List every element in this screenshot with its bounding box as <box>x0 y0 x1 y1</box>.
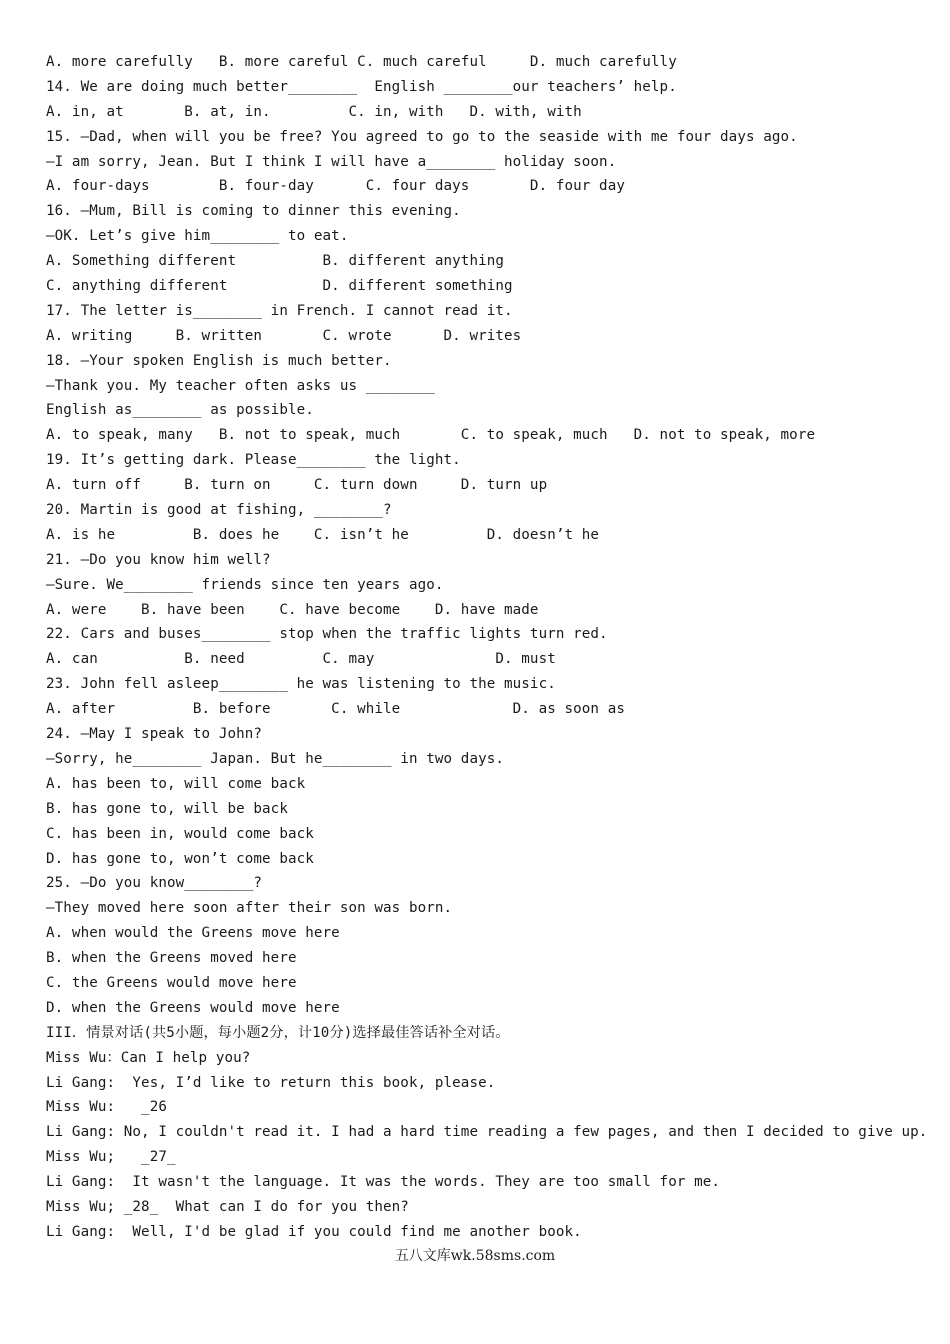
document-body <box>46 50 936 1245</box>
document-line: English as________ as possible. <box>46 402 314 419</box>
document-line: 18. —Your spoken English is much better. <box>46 352 392 369</box>
document-line: A. when would the Greens move here <box>46 925 340 942</box>
document-line: C. the Greens would move here <box>46 974 297 991</box>
document-line: A. were B. have been C. have become D. have made <box>46 601 539 618</box>
document-line: A. is he B. does he C. isn’t he D. doesn’t he <box>46 526 600 543</box>
document-line: D. when the Greens would move here <box>46 999 340 1016</box>
document-line: A. four-days B. four-day C. four days D. four day <box>46 178 625 195</box>
document-line: Miss Wu; _28_ What can I do for you then? <box>46 1198 409 1215</box>
document-line: D. has gone to, won’t come back <box>46 850 314 867</box>
document-line: Miss Wu: _26 <box>46 1099 167 1116</box>
document-line: A. turn off B. turn on C. turn down D. turn up <box>46 477 548 494</box>
footer-watermark: 五八文库wk.58sms.com <box>394 1248 556 1264</box>
document-line: A. writing B. written C. wrote D. writes <box>46 327 522 344</box>
document-line: A. in, at B. at, in. C. in, with D. with, with <box>46 103 582 120</box>
document-line: 14. We are doing much better________ English ________our teachers’ help. <box>46 78 677 95</box>
document-line: A. Something different B. different anything <box>46 253 505 270</box>
document-line: 16. —Mum, Bill is coming to dinner this evening. <box>46 203 461 220</box>
document-line: B. when the Greens moved here <box>46 950 297 967</box>
document-line: 20. Martin is good at fishing, ________? <box>46 502 392 519</box>
document-line: —Sure. We________ friends since ten years ago. <box>46 576 444 593</box>
document-line: C. has been in, would come back <box>46 825 314 842</box>
document-line: Miss Wu：Can I help you? <box>46 1049 251 1066</box>
document-line: III．情景对话(共5小题，每小题2分，计10分)选择最佳答话补全对话。 <box>46 1024 510 1041</box>
document-line: 23. John fell asleep________ he was listening to the music. <box>46 676 556 693</box>
document-line: 21. —Do you know him well? <box>46 551 271 568</box>
document-line: Li Gang: Yes, I’d like to return this book, please. <box>46 1074 496 1091</box>
document-line: A. can B. need C. may D. must <box>46 651 556 668</box>
document-line: Miss Wu; _27_ <box>46 1149 176 1166</box>
document-line: —I am sorry, Jean. But I think I will have a________ holiday soon. <box>46 153 617 170</box>
document-line: Li Gang: No, I couldn't read it. I had a hard time reading a few pages, and then I decided to give up. <box>46 1124 928 1141</box>
document-line: A. after B. before C. while D. as soon as <box>46 701 625 718</box>
document-line: 19. It’s getting dark. Please________ the light. <box>46 452 461 469</box>
document-line: 22. Cars and buses________ stop when the traffic lights turn red. <box>46 626 608 643</box>
document-line: 15. —Dad, when will you be free? You agreed to go to the seaside with me four days ago. <box>46 128 798 145</box>
document-line: A. to speak, many B. not to speak, much C. to speak, much D. not to speak, more <box>46 427 816 444</box>
document-line: A. more carefully B. more careful C. much careful D. much carefully <box>46 54 677 70</box>
document-line: B. has gone to, will be back <box>46 800 288 817</box>
document-line: C. anything different D. different something <box>46 278 513 295</box>
document-line: —OK. Let’s give him________ to eat. <box>46 228 349 245</box>
document-line: —They moved here soon after their son was born. <box>46 900 453 917</box>
document-line: 17. The letter is________ in French. I cannot read it. <box>46 302 513 319</box>
document-line: —Sorry, he________ Japan. But he________ in two days. <box>46 750 505 767</box>
document-line: —Thank you. My teacher often asks us ________ <box>46 377 435 394</box>
document-line: Li Gang: Well, I'd be glad if you could find me another book. <box>46 1223 582 1240</box>
document-line: A. has been to, will come back <box>46 775 306 792</box>
document-line: Li Gang: It wasn't the language. It was the words. They are too small for me. <box>46 1174 721 1191</box>
document-line: 24. —May I speak to John? <box>46 726 263 743</box>
document-line: 25. —Do you know________? <box>46 875 263 892</box>
